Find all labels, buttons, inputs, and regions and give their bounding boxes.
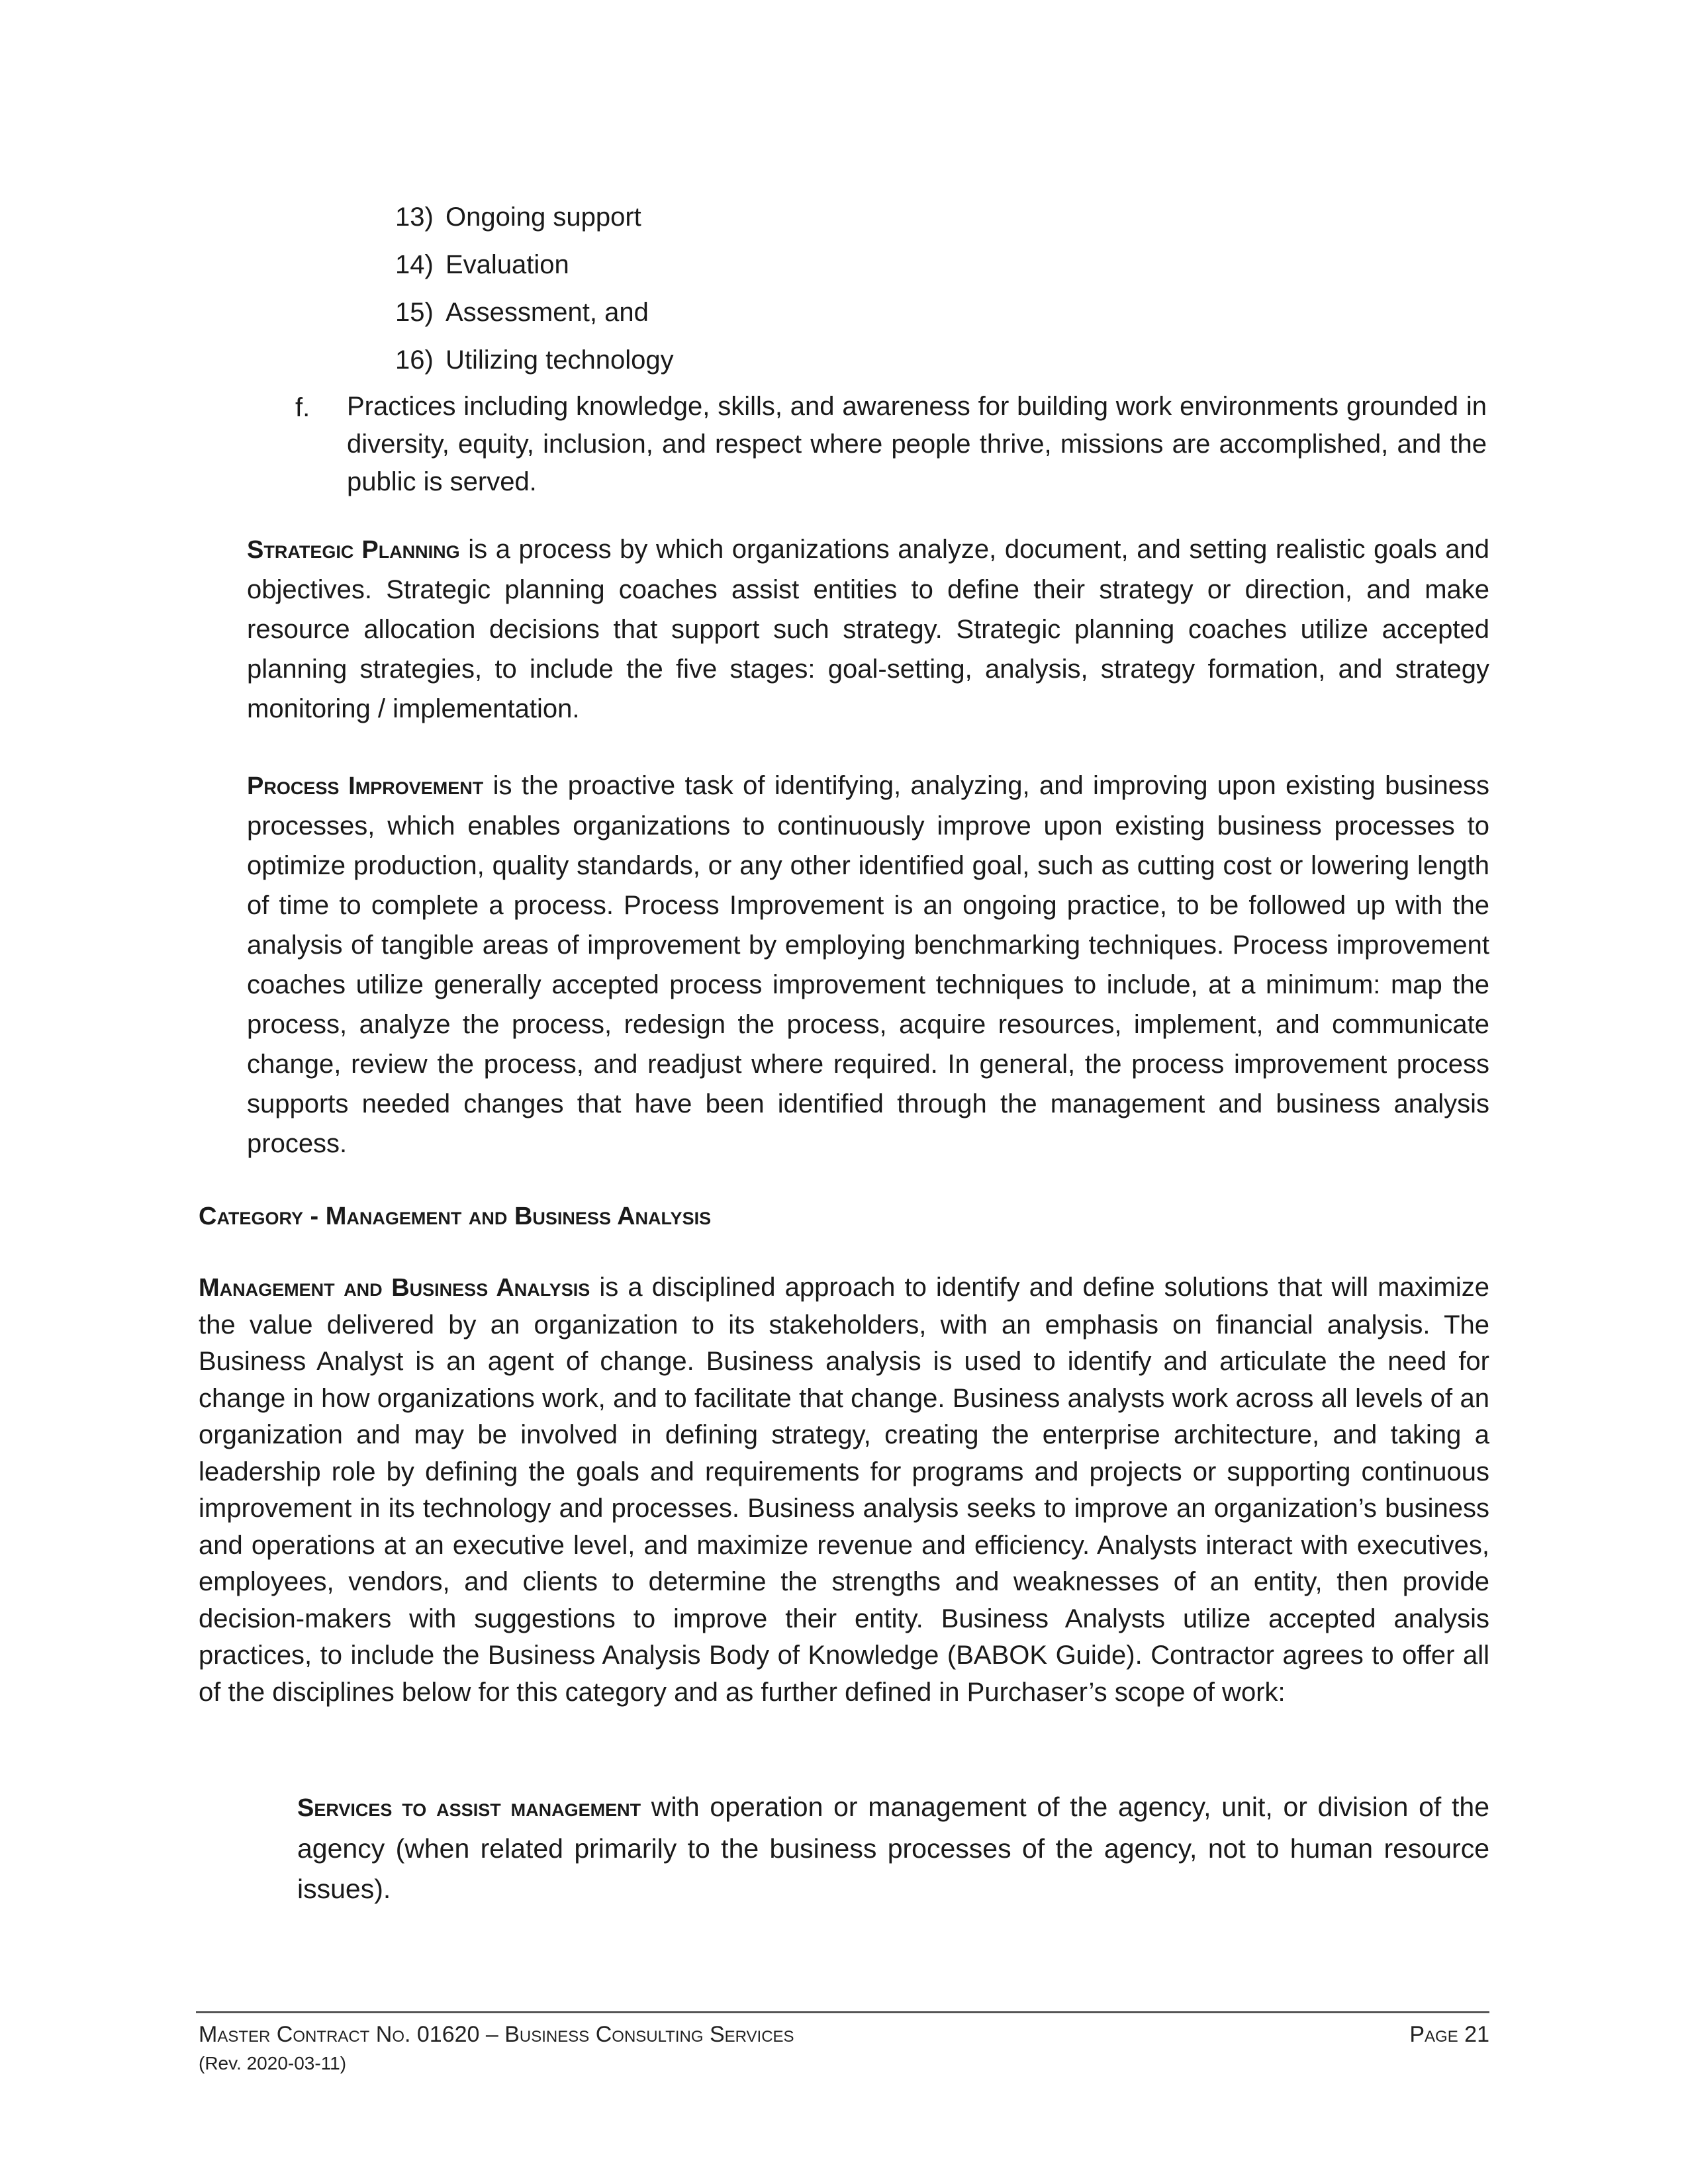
services-paragraph xyxy=(297,1787,1489,1909)
item-text: Practices including knowledge, skills, and awareness for building work environments grounded in diversity, equity, inclusion, and respect where people thrive, missions are accomplished, and the public is served. xyxy=(347,392,1487,496)
numbered-item xyxy=(395,245,569,285)
footer-divider xyxy=(196,2011,1489,2013)
defined-term: Management and Business Analysis xyxy=(199,1274,590,1302)
item-number: 16) xyxy=(395,345,434,375)
defined-term: Strategic Planning xyxy=(247,536,460,564)
item-text: Ongoing support xyxy=(445,203,641,232)
category-heading: Category - Management and Business Analysis xyxy=(199,1203,712,1230)
footer-title: Master Contract No. 01620 – Business Consulting Services xyxy=(199,2022,794,2047)
item-letter: f. xyxy=(295,393,310,422)
numbered-item xyxy=(395,293,649,332)
process-improvement-paragraph xyxy=(247,766,1489,1163)
item-number: 13) xyxy=(395,203,434,232)
paragraph-text: is a process by which organizations analyze, document, and setting realistic goals and objectives. Strategic planning coaches assist entities to define their strategy or direction, and make resource allocation decisions that support such strategy. Strategic planning coaches utilize accepted planning strategies, to include the five stages: goal-setting, analysis, strategy formation, and strategy monitoring / implementation. xyxy=(247,535,1489,723)
item-text: Utilizing technology xyxy=(445,345,674,375)
paragraph-text: is the proactive task of identifying, analyzing, and improving upon existing business processes, which enables organizations to continuously improve upon existing business processes to optimize production, quality standards, or any other identified goal, such as cutting cost or lowering length of time to complete a process. Process Improvement is an ongoing practice, to be followed up with the analysis of tangible areas of improvement by employing benchmarking techniques. Process improvement coaches utilize generally accepted process improvement techniques to include, at a minimum: map the process, analyze the process, redesign the process, acquire resources, implement, and communicate change, review the process, and readjust where required. In general, the process improvement process supports needed changes that have been identified through the management and business analysis process. xyxy=(247,771,1490,1158)
page-number: Page 21 xyxy=(1409,2022,1489,2047)
item-number: 14) xyxy=(395,250,434,279)
paragraph-text: is a disciplined approach to identify and define solutions that will maximize the value delivered by an organization to its stakeholders, with an emphasis on financial analysis. The Business Analyst is an agent of change. Business analysis is used to identify and articulate the need for change in how organizations work, and to facilitate that change. Business analysts work across all levels of an organization and may be involved in defining strategy, creating the enterprise architecture, and taking a leadership role by defining the goals and requirements for programs and projects or supporting continuous improvement in its technology and processes. Business analysis seeks to improve an organization’s business and operations at an executive level, and maximize revenue and efficiency. Analysts interact with executives, employees, vendors, and clients to determine the strengths and weaknesses of an entity, then provide decision-makers with suggestions to improve their entity. Business Analysts utilize accepted analysis practices, to include the Business Analysis Body of Knowledge (BABOK Guide). Contractor agrees to offer all of the disciplines below for this category and as further defined in Purchaser’s scope of work: xyxy=(199,1273,1489,1707)
item-number: 15) xyxy=(395,298,434,327)
management-business-analysis-paragraph xyxy=(199,1269,1489,1711)
defined-term: Process Improvement xyxy=(247,772,484,800)
item-text: Evaluation xyxy=(445,250,569,279)
item-text: Assessment, and xyxy=(445,298,649,327)
strategic-planning-paragraph xyxy=(247,529,1489,729)
lettered-item-f xyxy=(295,388,1487,501)
footer-revision: (Rev. 2020-03-11) xyxy=(199,2053,347,2073)
numbered-item xyxy=(395,197,641,237)
numbered-item xyxy=(395,340,674,380)
paragraph-text: with operation or management of the agency, unit, or division of the agency (when related primarily to the business processes of the agency, not to human resource issues). xyxy=(297,1792,1490,1904)
defined-term: Services to assist management xyxy=(297,1794,641,1822)
